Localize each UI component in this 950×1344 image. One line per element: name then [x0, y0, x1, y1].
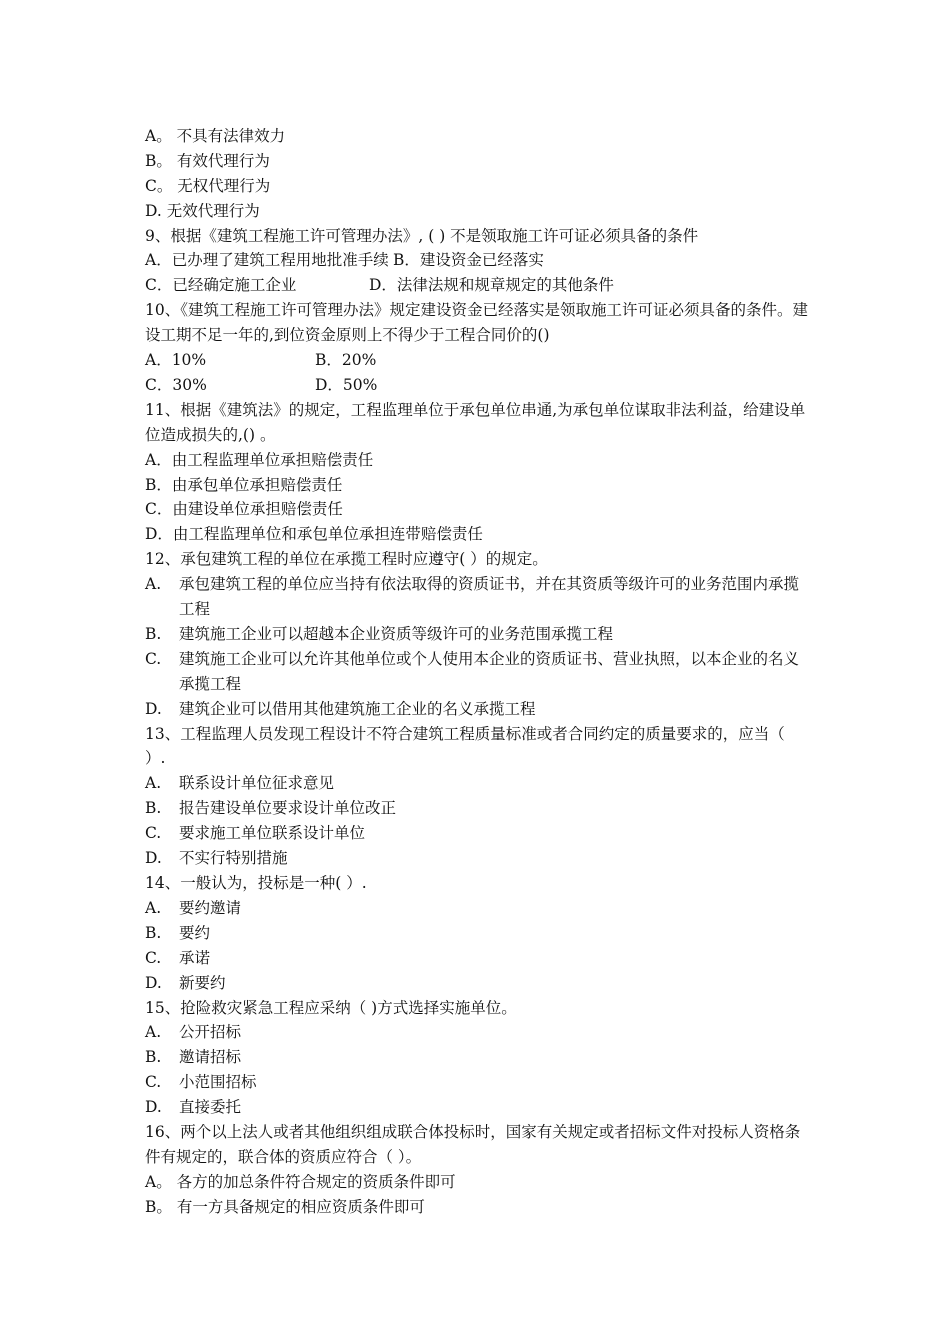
option-text: 建筑企业可以借用其他建筑施工企业的名义承揽工程 [179, 699, 536, 718]
question-text: 15、抢险救灾紧急工程应采纳（ )方式选择实施单位。 [145, 998, 517, 1017]
answer-option: D. 无效代理行为 [145, 201, 260, 220]
option-text: 不实行特别措施 [179, 849, 288, 868]
answer-option [145, 971, 810, 996]
option-text: 新要约 [179, 973, 226, 992]
answer-option [145, 1070, 810, 1095]
option-text: 直接委托 [179, 1098, 242, 1117]
answer-option [145, 1045, 810, 1070]
answer-option [145, 796, 810, 821]
answer-option [145, 1020, 810, 1045]
option-text: A．已办理了建筑工程用地批准手续 [145, 251, 389, 270]
option-text: 承诺 [179, 948, 211, 967]
answer-option: A。 各方的加总条件符合规定的资质条件即可 [145, 1172, 456, 1191]
option-pair [145, 373, 810, 398]
option-text: 小范围招标 [179, 1073, 257, 1092]
answer-option: B。 有效代理行为 [145, 151, 270, 170]
option-text: 承包建筑工程的单位应当持有依法取得的资质证书，并在其资质等级许可的业务范围内承揽工程 [179, 575, 800, 619]
option-text: 要约 [179, 923, 211, 942]
option-pair [145, 348, 810, 373]
answer-option: B。 有一方具备规定的相应资质条件即可 [145, 1197, 425, 1216]
question-text: 14、一般认为，投标是一种( ）. [145, 874, 367, 892]
answer-option [145, 846, 810, 871]
answer-option: B．由承包单位承担赔偿责任 [145, 475, 343, 494]
answer-option: D．由工程监理单位和承包单位承担连带赔偿责任 [145, 525, 483, 544]
option-text: C．已经确定施工企业 [145, 276, 297, 295]
answer-option [145, 1095, 810, 1120]
answer-option [145, 946, 810, 971]
option-label: D. [145, 1098, 162, 1117]
answer-option [145, 896, 810, 921]
option-label: B. [145, 1048, 162, 1067]
answer-option [145, 572, 810, 622]
question-text: 16、两个以上法人或者其他组织组成联合体投标时，国家有关规定或者招标文件对投标人资格条件有规定的，联合体的资质应符合（ ）。 [145, 1123, 801, 1166]
option-pair [145, 273, 810, 298]
option-label: B. [145, 799, 162, 818]
question-text: 9、根据《建筑工程施工许可管理办法》, ( ) 不是领取施工许可证必须具备的条件 [145, 226, 699, 245]
option-text: 报告建设单位要求设计单位改正 [179, 799, 397, 818]
option-label: C. [145, 948, 162, 967]
answer-option [145, 622, 810, 647]
answer-option [145, 697, 810, 722]
option-text: D．50% [315, 375, 378, 394]
option-text: B．建设资金已经落实 [393, 251, 544, 270]
option-label: D. [145, 973, 162, 992]
option-text: 公开招标 [179, 1023, 242, 1042]
answer-option: A。 不具有法律效力 [145, 127, 286, 145]
answer-option: A．由工程监理单位承担赔偿责任 [145, 450, 374, 469]
option-label: C. [145, 824, 162, 843]
document-body [145, 124, 810, 1220]
answer-option [145, 647, 810, 697]
option-label: A. [145, 774, 162, 793]
option-text: 要求施工单位联系设计单位 [179, 824, 366, 843]
option-label: A. [145, 1023, 162, 1042]
option-label: D. [145, 849, 162, 868]
question-text: 12、承包建筑工程的单位在承揽工程时应遵守( ）的规定。 [145, 550, 548, 569]
option-text: B．20% [315, 351, 377, 370]
answer-option [145, 821, 810, 846]
option-label: C. [145, 1073, 162, 1092]
option-label: B. [145, 923, 162, 942]
question-text: 11、根据《建筑法》的规定，工程监理单位于承包单位串通,为承包单位谋取非法利益，给建设单位造成损失的,() 。 [145, 400, 806, 444]
option-text: D．法律法规和规章规定的其他条件 [369, 276, 614, 295]
answer-option [145, 921, 810, 946]
option-text: A．10% [145, 351, 207, 370]
option-label: B. [145, 624, 162, 643]
option-text: 邀请招标 [179, 1048, 242, 1067]
answer-option [145, 771, 810, 796]
option-text: 建筑施工企业可以超越本企业资质等级许可的业务范围承揽工程 [179, 624, 614, 643]
question-text: 13、工程监理人员发现工程设计不符合建筑工程质量标准或者合同约定的质量要求的，应当（ ）. [145, 724, 785, 768]
option-label: A. [145, 898, 162, 917]
option-text: 联系设计单位征求意见 [179, 774, 335, 793]
answer-option: C．由建设单位承担赔偿责任 [145, 500, 343, 519]
question-text: 10、《建筑工程施工许可管理办法》规定建设资金已经落实是领取施工许可证必须具备的条件。建设工期不足一年的,到位资金原则上不得少于工程合同价的() [145, 301, 808, 345]
option-text: 要约邀请 [179, 898, 242, 917]
answer-option: C。 无权代理行为 [145, 176, 271, 195]
option-label: A. [145, 575, 162, 594]
option-label: D. [145, 699, 162, 718]
option-text: C．30% [145, 375, 207, 394]
option-label: C. [145, 649, 162, 668]
option-pair [145, 248, 810, 273]
option-text: 建筑施工企业可以允许其他单位或个人使用本企业的资质证书、营业执照，以本企业的名义承揽工程 [179, 649, 800, 693]
